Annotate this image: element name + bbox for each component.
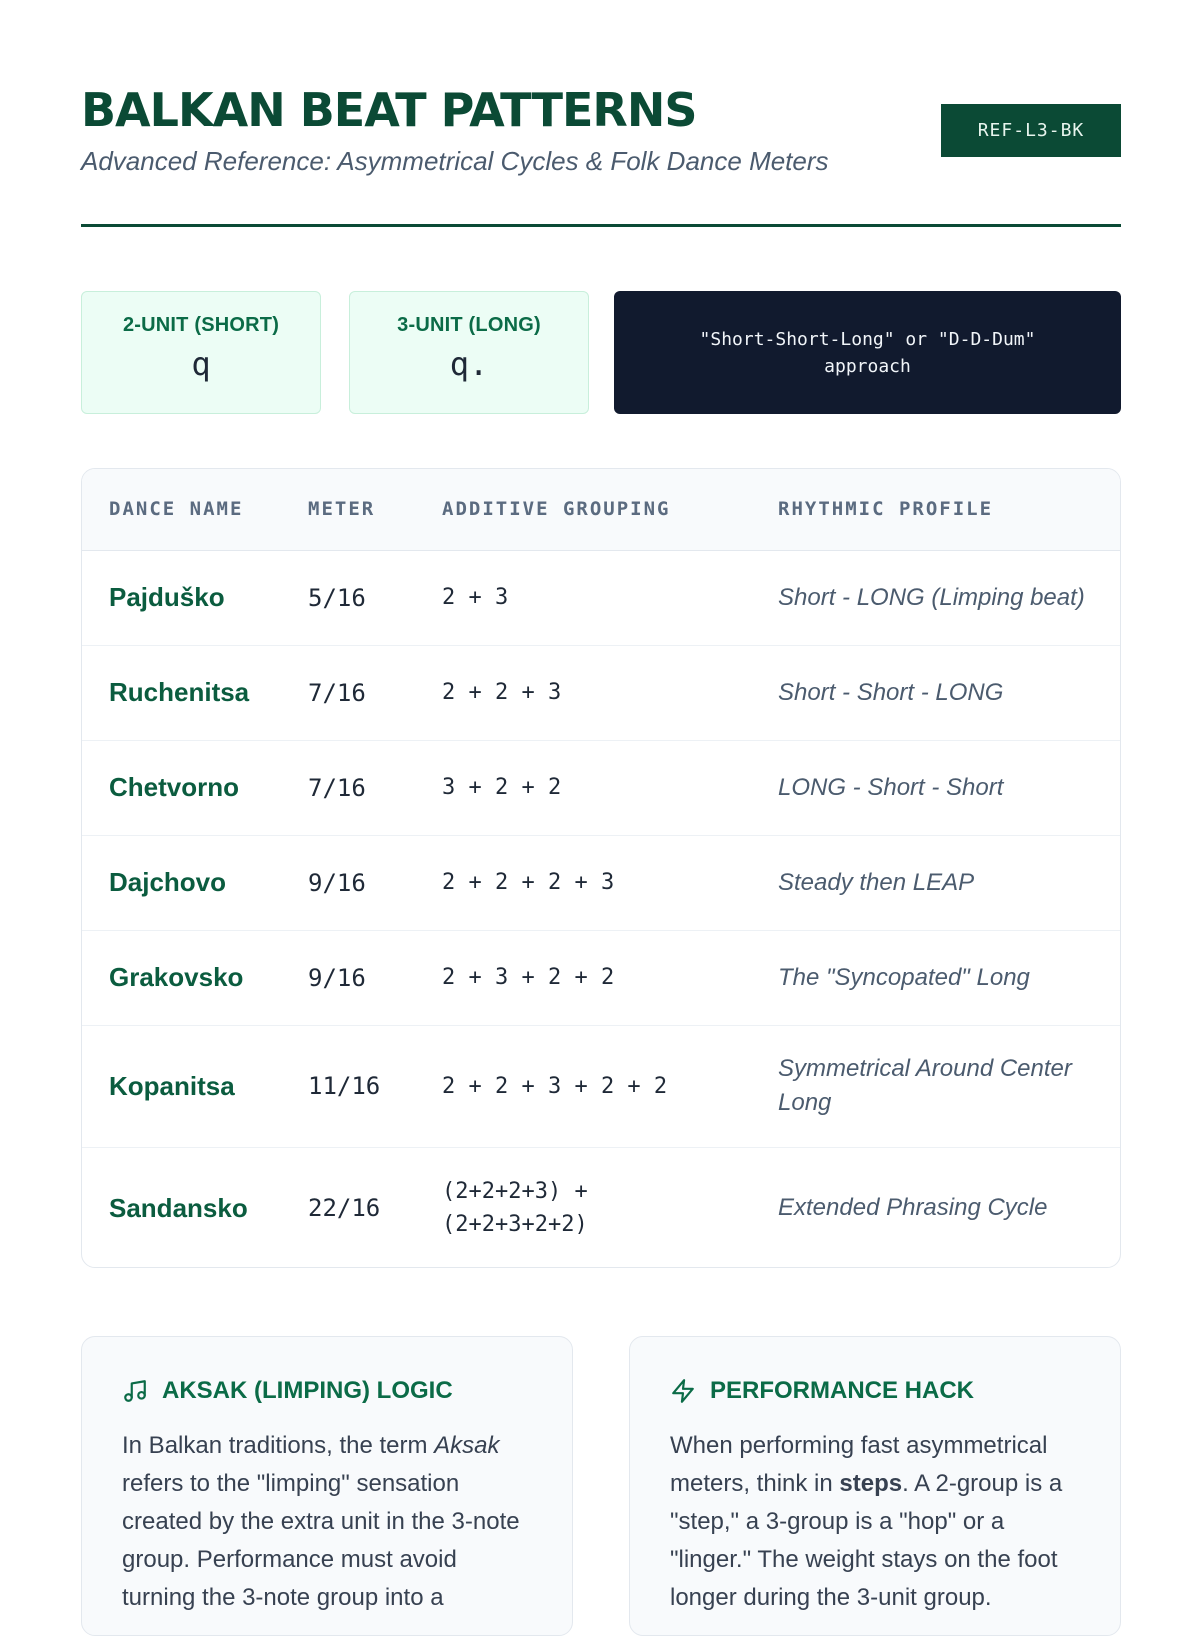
aksak-body-part: refers to the "limping" sensation created by the extra unit in the 3-note group. Performance must avoid turning the 3-note group into a xyxy=(122,1470,520,1611)
dance-name: Pajduško xyxy=(82,550,281,645)
additive-grouping: 2 + 2 + 3 xyxy=(415,645,751,740)
dance-name: Chetvorno xyxy=(82,740,281,835)
long-unit-symbol: q. xyxy=(449,345,489,383)
rhythmic-profile: Short - Short - LONG xyxy=(751,645,1120,740)
performance-hack-card xyxy=(629,1336,1121,1636)
rhythmic-profile: Extended Phrasing Cycle xyxy=(778,1194,1048,1222)
table-row xyxy=(82,645,1120,740)
meter: 11/16 xyxy=(281,1025,415,1147)
meter: 9/16 xyxy=(281,835,415,930)
additive-grouping: 2 + 3 + 2 + 2 xyxy=(415,930,751,1025)
performance-body-part: . A 2-group is a "step," a 3-group is a "hop" or a "linger." The weight stays on the foot longer during the 3-unit group. xyxy=(670,1470,1063,1611)
table-row xyxy=(82,1147,1120,1268)
page-header xyxy=(81,0,1121,227)
rhythmic-profile: LONG - Short - Short xyxy=(751,740,1120,835)
dance-name: Grakovsko xyxy=(82,930,281,1025)
column-header-grouping: ADDITIVE GROUPING xyxy=(415,469,751,550)
rhythmic-profile: Steady then LEAP xyxy=(751,835,1120,930)
short-unit-card xyxy=(81,291,321,414)
music-note-icon xyxy=(122,1378,148,1404)
aksak-body-part: In Balkan traditions, the term xyxy=(122,1432,435,1459)
rhythmic-profile: The "Syncopated" Long xyxy=(751,930,1120,1025)
short-unit-label: 2-UNIT (SHORT) xyxy=(122,314,280,336)
meter: 7/16 xyxy=(281,740,415,835)
meter: 9/16 xyxy=(281,930,415,1025)
additive-grouping: 2 + 2 + 3 + 2 + 2 xyxy=(415,1025,751,1147)
dance-name: Sandansko xyxy=(109,1192,248,1223)
aksak-card-title-text: AKSAK (LIMPING) LOGIC xyxy=(162,1377,453,1404)
table-row xyxy=(82,550,1120,645)
short-unit-symbol: q xyxy=(191,345,211,383)
table-row xyxy=(82,1025,1120,1147)
aksak-card-title xyxy=(122,1377,532,1405)
column-header-dance-name: DANCE NAME xyxy=(82,469,281,550)
performance-card-body xyxy=(670,1427,1080,1617)
additive-grouping: (2+2+2+3) + (2+2+3+2+2) xyxy=(442,1179,588,1238)
unit-legend xyxy=(81,291,1121,414)
aksak-card-body xyxy=(122,1427,532,1617)
rhythmic-profile: Symmetrical Around Center Long xyxy=(751,1025,1120,1147)
meter: 7/16 xyxy=(281,645,415,740)
dance-name: Ruchenitsa xyxy=(82,645,281,740)
table-row xyxy=(82,930,1120,1025)
column-header-profile: RHYTHMIC PROFILE xyxy=(751,469,1120,550)
additive-grouping: 2 + 2 + 2 + 3 xyxy=(415,835,751,930)
performance-card-title-text: PERFORMANCE HACK xyxy=(710,1377,974,1404)
approach-note: "Short-Short-Long" or "D-D-Dum" approach xyxy=(614,291,1121,414)
performance-body-part: When performing fast asymmetrical meters, think in xyxy=(670,1432,1048,1497)
reference-code-badge: REF-L3-BK xyxy=(941,104,1121,157)
additive-grouping: 3 + 2 + 2 xyxy=(415,740,751,835)
long-unit-label: 3-UNIT (LONG) xyxy=(397,314,541,336)
page-title: BALKAN BEAT PATTERNS xyxy=(81,83,697,137)
long-unit-card xyxy=(349,291,589,414)
dance-meter-table xyxy=(81,468,1121,1268)
table-row xyxy=(82,835,1120,930)
table-header-row xyxy=(82,469,1120,550)
lightning-icon xyxy=(670,1378,696,1404)
rhythmic-profile: Short - LONG (Limping beat) xyxy=(751,550,1120,645)
dance-name: Kopanitsa xyxy=(82,1025,281,1147)
page-subtitle: Advanced Reference: Asymmetrical Cycles & Folk Dance Meters xyxy=(81,146,829,176)
meter: 22/16 xyxy=(308,1194,381,1223)
aksak-term: Aksak xyxy=(434,1432,500,1459)
additive-grouping: 2 + 3 xyxy=(415,550,751,645)
aksak-logic-card xyxy=(81,1336,573,1636)
reference-sheet xyxy=(81,0,1121,1611)
table-row xyxy=(82,740,1120,835)
column-header-meter: METER xyxy=(281,469,415,550)
performance-term: steps xyxy=(839,1470,903,1497)
dance-name: Dajchovo xyxy=(82,835,281,930)
meter: 5/16 xyxy=(281,550,415,645)
performance-card-title xyxy=(670,1377,1080,1405)
